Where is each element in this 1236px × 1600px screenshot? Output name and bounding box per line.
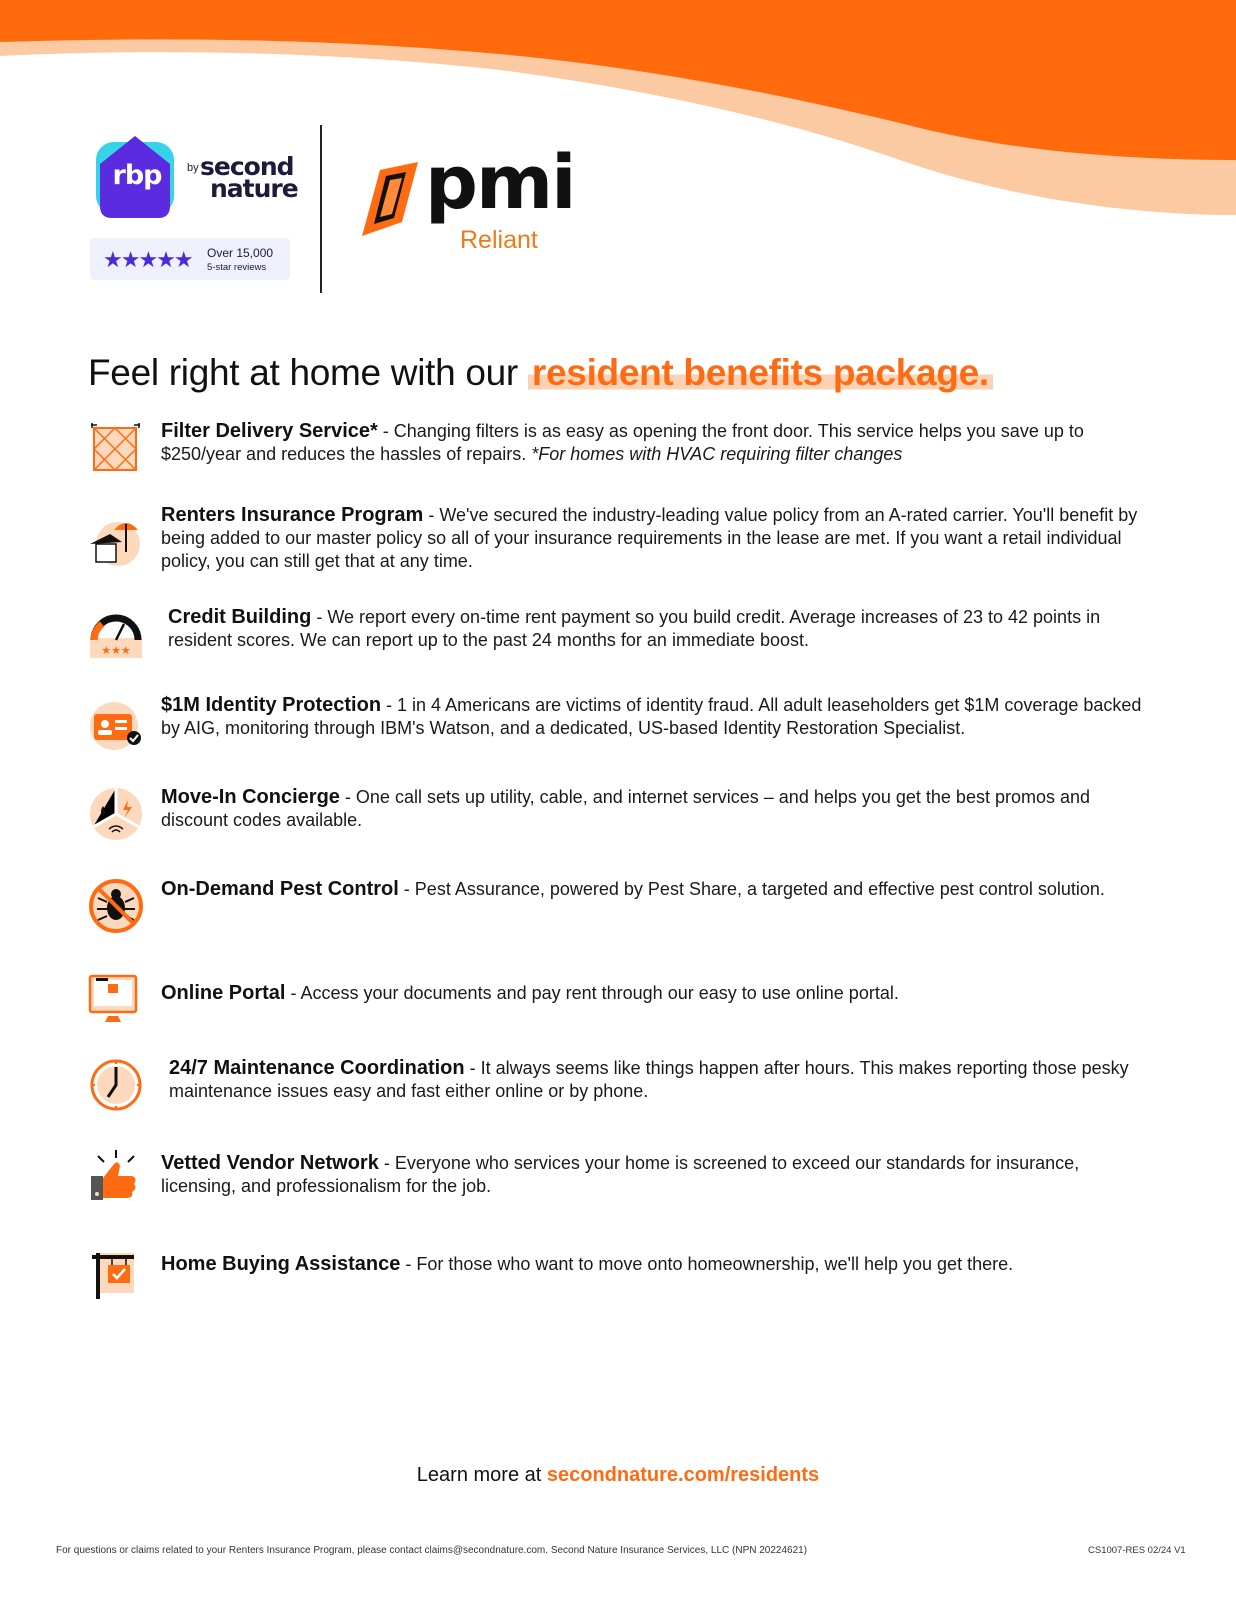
benefit-description: Access your documents and pay rent through our easy to use online portal. bbox=[300, 983, 899, 1003]
benefit-title: Online Portal bbox=[161, 982, 286, 1004]
title-accent: resident benefits package. bbox=[528, 352, 993, 393]
benefit-description: For those who want to move onto homeownership, we'll help you get there. bbox=[416, 1254, 1014, 1274]
benefit-description: It always seems like things happen after hours. This makes reporting those pesky maintenance issues easy and fast either online or by phone. bbox=[169, 1058, 1129, 1101]
benefit-description: Pest Assurance, powered by Pest Share, a targeted and effective pest control solution. bbox=[414, 879, 1105, 899]
star-rating-icon: ★★★★★ bbox=[103, 247, 192, 272]
learn-more-link[interactable]: secondnature.com/residents bbox=[546, 1464, 820, 1486]
pmi-wordmark: pmi bbox=[425, 140, 575, 226]
benefit-title: Renters Insurance Program bbox=[161, 504, 424, 526]
learn-more: Learn more at secondnature.com/residents bbox=[416, 1464, 820, 1486]
utilities-icon bbox=[88, 786, 144, 842]
benefit-title: Home Buying Assistance bbox=[161, 1253, 401, 1275]
rbp-by: by bbox=[187, 162, 199, 174]
for-sale-sign-icon bbox=[88, 1245, 144, 1301]
footer-code: CS1007-RES 02/24 V1 bbox=[1088, 1545, 1186, 1556]
page-title bbox=[88, 352, 993, 394]
credit-gauge-icon bbox=[88, 608, 144, 664]
reviews-label: 5-star reviews bbox=[207, 262, 267, 273]
monitor-icon bbox=[88, 970, 144, 1026]
benefit-description: Changing filters is as easy as opening the front door. This service helps you save up to $250/year and reduces the hassles of repairs. bbox=[161, 421, 1084, 464]
clock-icon bbox=[88, 1057, 144, 1113]
pmi-reliant: Reliant bbox=[460, 226, 538, 254]
thumbs-up-icon bbox=[88, 1148, 144, 1204]
no-pest-icon bbox=[88, 878, 144, 934]
benefit-title: Move-In Concierge bbox=[161, 786, 340, 808]
svg-text:★★★: ★★★ bbox=[101, 644, 131, 657]
footer-disclaimer: For questions or claims related to your Renters Insurance Program, please contact claims@secondnature.com. Second Nature Insurance Services, LLC (NPN 20224621) bbox=[56, 1545, 808, 1556]
benefit-title: On-Demand Pest Control bbox=[161, 878, 399, 900]
brand-second: second bbox=[200, 152, 294, 181]
identity-card-icon bbox=[88, 698, 144, 754]
filter-icon bbox=[88, 420, 144, 476]
logo-divider bbox=[320, 125, 322, 293]
benefit-title: Credit Building bbox=[168, 606, 312, 628]
benefit-description: One call sets up utility, cable, and internet services – and helps you get the best promos and discount codes available. bbox=[161, 787, 1091, 830]
benefit-note: *For homes with HVAC requiring filter changes bbox=[531, 444, 903, 464]
brand-nature: nature bbox=[210, 174, 298, 203]
benefit-description: 1 in 4 Americans are victims of identity fraud. All adult leaseholders get $1M coverage backed by AIG, monitoring through IBM's Watson, and a dedicated, US-based Identity Restoration Specialist. bbox=[161, 695, 1142, 738]
reviews-count: Over 15,000 bbox=[207, 246, 274, 260]
benefit-title: Filter Delivery Service* bbox=[161, 420, 378, 442]
umbrella-house-icon bbox=[88, 512, 144, 568]
benefit-title: $1M Identity Protection bbox=[161, 694, 382, 716]
benefit-description: Everyone who services your home is screened to exceed our standards for insurance, licensing, and professionalism for the job. bbox=[161, 1153, 1080, 1196]
benefit-description: We've secured the industry-leading value policy from an A-rated carrier. You'll benefit by being added to our master policy so all of your insurance requirements in the lease are met. If you want a retail individual policy, you can still get that at any time. bbox=[161, 505, 1138, 571]
benefit-title: 24/7 Maintenance Coordination bbox=[169, 1057, 465, 1079]
pmi-mark-icon bbox=[362, 162, 418, 236]
reviews-badge bbox=[90, 238, 290, 280]
header-wave bbox=[0, 0, 1236, 230]
rbp-wordmark: rbp bbox=[112, 160, 162, 191]
title-lead: Feel right at home with our bbox=[88, 352, 528, 393]
benefit-description: We report every on-time rent payment so you build credit. Average increases of 23 to 42 points in resident scores. We can report up to the past 24 months for an immediate boost. bbox=[168, 607, 1101, 650]
benefit-title: Vetted Vendor Network bbox=[161, 1152, 379, 1174]
